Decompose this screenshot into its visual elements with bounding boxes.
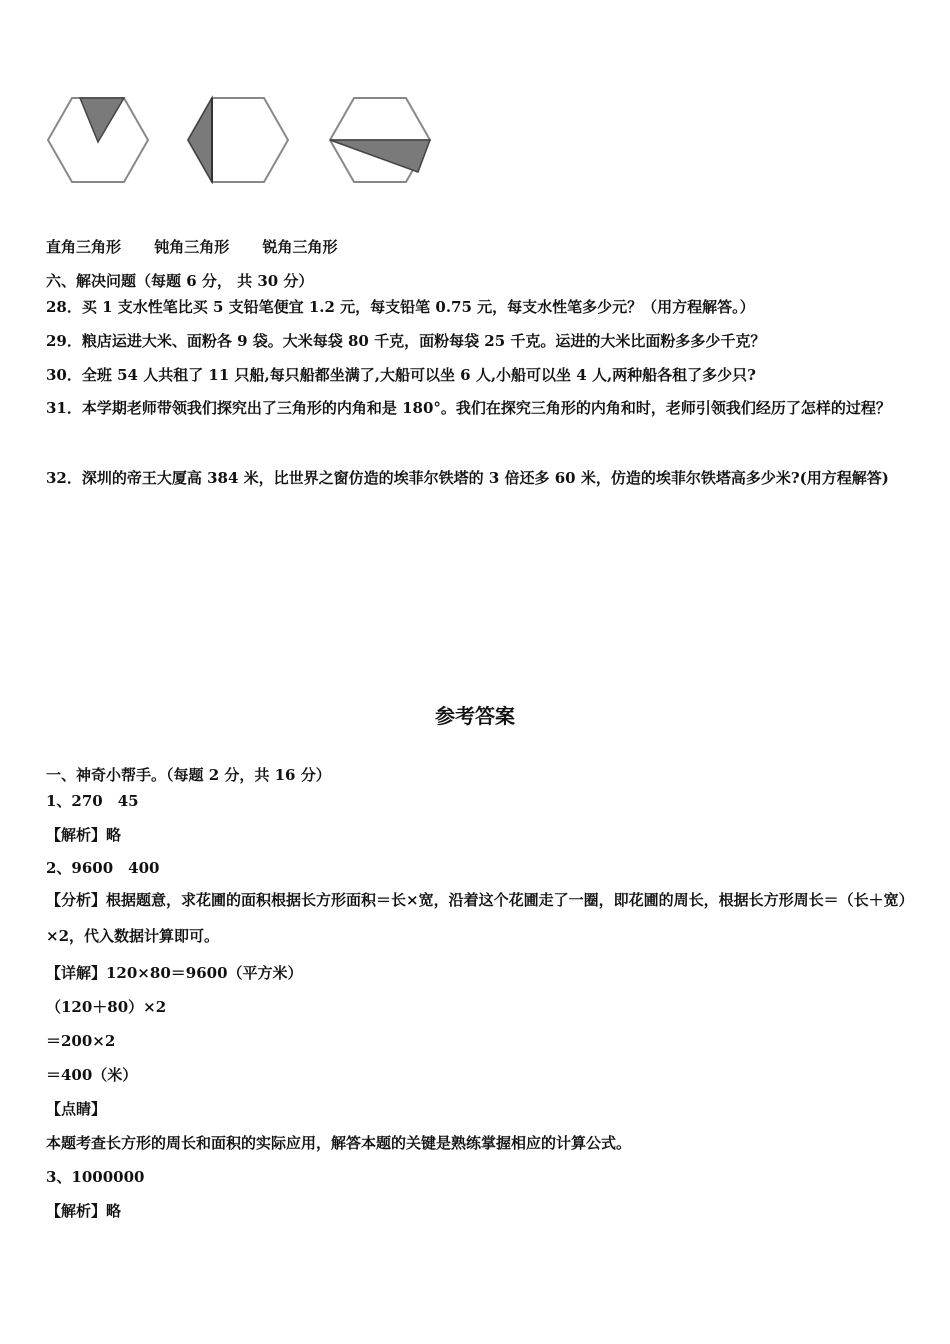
- answer-1: 1、270 45: [46, 792, 139, 810]
- hexagon-figures: [40, 92, 460, 202]
- answer-3: 3、1000000: [46, 1168, 145, 1186]
- answer-2: 2、9600 400: [46, 859, 160, 877]
- answers-title: 参考答案: [435, 704, 515, 728]
- answer-3-note: 【解析】略: [46, 1202, 122, 1220]
- hexagon-acute-triangle: [328, 92, 432, 184]
- hexagon-right-triangle: [46, 92, 150, 184]
- answer-2-detail: 【详解】120×80＝9600（平方米）: [46, 964, 303, 982]
- label-obtuse-triangle: 钝角三角形: [154, 238, 230, 256]
- hexagon-obtuse-triangle: [186, 92, 290, 184]
- answer-2-analysis: 【分析】根据题意，求花圃的面积根据长方形面积＝长×宽，沿着这个花圃走了一圈，即花圃的周长，根据长方形周长＝（长＋宽）×2，代入数据计算即可。: [46, 891, 907, 945]
- answer-2-step1: （120＋80）×2: [46, 998, 167, 1016]
- answer-2-step3: ＝400（米）: [46, 1066, 138, 1084]
- section6-heading: 六、解决问题（每题 6 分， 共 30 分）: [46, 272, 314, 290]
- label-right-triangle: 直角三角形: [46, 238, 122, 256]
- figure-labels: [46, 236, 366, 257]
- question-28: 28．买 1 支水性笔比买 5 支铅笔便宜 1.2 元，每支铅笔 0.75 元，每支水性笔多少元？（用方程解答。）: [46, 298, 755, 316]
- answer-2-step2: ＝200×2: [46, 1032, 116, 1050]
- question-32: 32．深圳的帝王大厦高 384 米，比世界之窗仿造的埃菲尔铁塔的 3 倍还多 60 米，仿造的埃菲尔铁塔高多少米?(用方程解答): [46, 469, 889, 487]
- answer-2-comment-label: 【点睛】: [46, 1100, 107, 1118]
- answers-section1: 一、神奇小帮手。（每题 2 分，共 16 分）: [46, 766, 331, 784]
- question-30: 30．全班 54 人共租了 11 只船,每只船都坐满了,大船可以坐 6 人,小船可以坐 4 人,两种船各租了多少只?: [46, 366, 756, 384]
- answer-2-comment: 本题考查长方形的周长和面积的实际应用，解答本题的关键是熟练掌握相应的计算公式。: [46, 1134, 632, 1152]
- label-acute-triangle: 锐角三角形: [262, 238, 338, 256]
- question-31: 31．本学期老师带领我们探究出了三角形的内角和是 180°。我们在探究三角形的内角和时，老师引领我们经历了怎样的过程？: [46, 399, 891, 417]
- answer-1-note: 【解析】略: [46, 826, 122, 844]
- question-29: 29．粮店运进大米、面粉各 9 袋。大米每袋 80 千克，面粉每袋 25 千克。运进的大米比面粉多多少千克？: [46, 332, 766, 350]
